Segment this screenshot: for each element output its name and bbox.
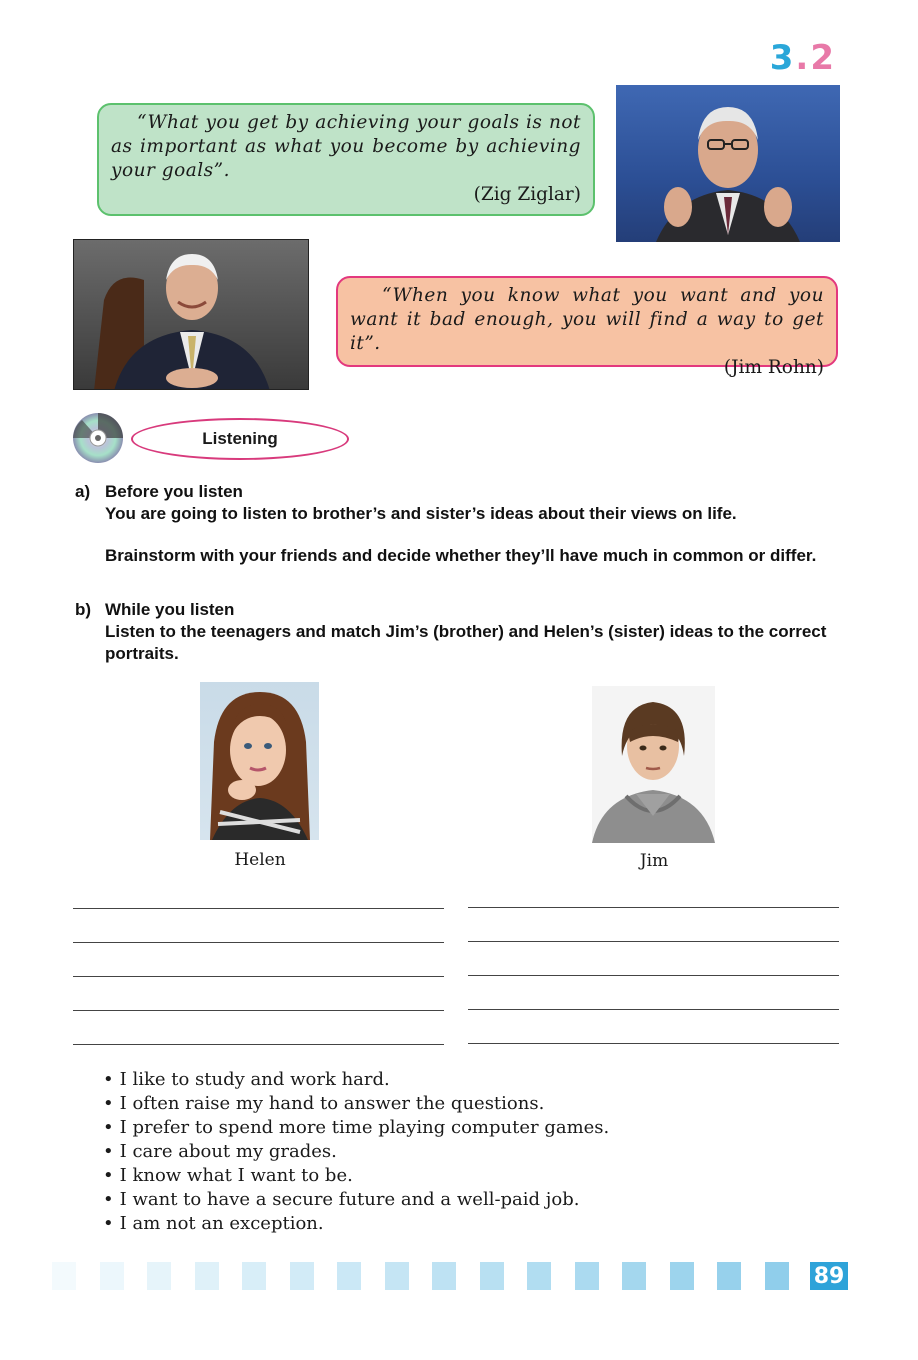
portrait-name-jim: Jim [639,851,669,871]
answer-line[interactable] [468,941,839,942]
footer-square [575,1262,599,1290]
statement-item: • I often raise my hand to answer the questions. [103,1092,609,1116]
footer-square [147,1262,171,1290]
task-heading: Before you listen [105,482,243,501]
unit-major: 3 [769,38,796,78]
footer-square [337,1262,361,1290]
quote-box-ziglar [97,103,595,216]
statement-item: • I know what I want to be. [103,1164,609,1188]
task-heading: While you listen [105,600,235,619]
quote-author: (Jim Rohn) [723,357,824,378]
footer-square [385,1262,409,1290]
answer-line[interactable] [73,908,444,909]
footer-square [717,1262,741,1290]
statement-item: • I am not an exception. [103,1212,609,1236]
task-instruction: Listen to the teenagers and match Jim’s (brother) and Helen’s (sister) ideas to the correct portraits. [105,622,827,663]
footer-square [195,1262,219,1290]
task-letter: a) [75,482,91,501]
portrait-name-helen: Helen [234,850,286,870]
jim-photo [592,686,715,843]
footer-square [52,1262,76,1290]
cd-icon [72,412,124,464]
task-instruction: You are going to listen to brother’s and sister’s ideas about their views on life. [105,504,737,523]
quote-text: “When you know what you want and you want it bad enough, you will find a way to get it”. [350,285,824,354]
footer-square [290,1262,314,1290]
footer-square [670,1262,694,1290]
task-while-you-listen [75,599,855,665]
answer-line[interactable] [468,1043,839,1044]
task-letter: b) [75,600,92,619]
statement-item: • I care about my grades. [103,1140,609,1164]
statement-item: • I like to study and work hard. [103,1068,609,1092]
quote-author: (Zig Ziglar) [473,184,581,205]
answer-line[interactable] [468,975,839,976]
ziglar-photo [616,85,840,242]
listening-label: Listening [131,418,349,460]
task-before-you-listen [75,481,855,567]
helen-photo [200,682,319,840]
page-number: 89 [810,1262,848,1290]
footer-square [100,1262,124,1290]
unit-separator: . [795,38,811,78]
statement-list [103,1068,609,1236]
footer-square [432,1262,456,1290]
quote-text: “What you get by achieving your goals is not as important as what you become by achieving your goals”. [111,112,581,181]
footer-square [480,1262,504,1290]
statement-item: • I want to have a secure future and a well-paid job. [103,1188,609,1212]
answer-line[interactable] [73,1010,444,1011]
footer-square [622,1262,646,1290]
answer-line[interactable] [468,1009,839,1010]
answer-line[interactable] [73,942,444,943]
statement-item: • I prefer to spend more time playing computer games. [103,1116,609,1140]
answer-line[interactable] [73,1044,444,1045]
footer-square [242,1262,266,1290]
task-instruction: Brainstorm with your friends and decide whether they’ll have much in common or differ. [105,546,817,565]
footer-square [765,1262,789,1290]
footer-square [527,1262,551,1290]
rohn-photo [73,239,309,390]
unit-minor: 2 [810,38,836,78]
answer-line[interactable] [468,907,839,908]
answer-line[interactable] [73,976,444,977]
unit-number [770,38,836,78]
quote-box-rohn [336,276,838,378]
